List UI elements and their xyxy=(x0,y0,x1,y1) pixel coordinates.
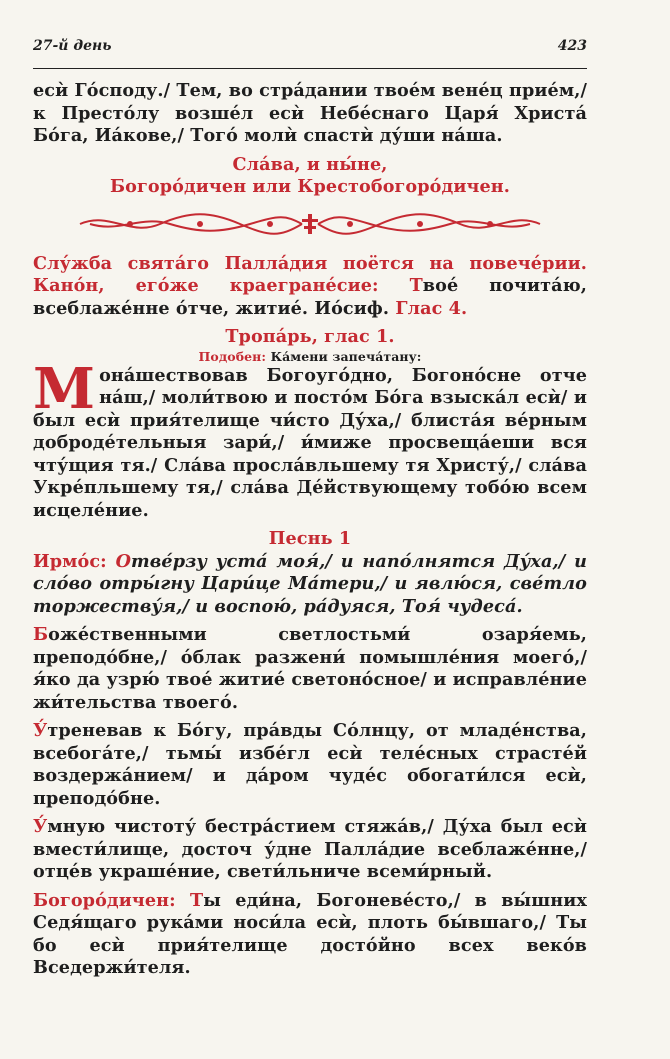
troparion-title: Тропа́рь, глас 1. xyxy=(225,326,395,347)
page-number: 423 xyxy=(557,38,587,54)
acrostic-initial: Т xyxy=(409,275,423,296)
intro-paragraph: есѝ Го́споду./ Тем, во стра́дании твое́м вене́ц прие́м,/ к Престо́лу возше́л есѝ Небе́снаго Царя́ Христа́ Бо́га, Иа́кове,/ Того́ молѝ спастѝ ду́ши на́ша. xyxy=(33,80,587,146)
page-body xyxy=(33,80,587,986)
day-label: 27-й день xyxy=(33,38,112,54)
ornament-icon xyxy=(70,211,550,237)
ode-title: Песнь 1 xyxy=(268,528,352,549)
troparion-2: У́треневав к Бо́гу, пра́вды Со́лнцу, от младе́нства, всебога́те,/ тьмы́ избе́гл есѝ теле́сных страсте́й воздержа́нием/ и да́ром чуде́с обогати́лся есѝ, преподо́бне. xyxy=(33,720,587,809)
running-header xyxy=(33,38,587,60)
theotokion: Богоро́дичен: Ты еди́на, Богоневе́сто,/ в вы́шних Седя́щаго рука́ми носи́ла есѝ, плоть бы́вшаго,/ Ты бо есѝ прия́телище досто́йно всех веко́в Вседержи́теля. xyxy=(33,889,587,978)
glory-line-2: Богоро́дичен или Крестобогоро́дичен. xyxy=(110,176,510,197)
ornament-divider xyxy=(33,203,587,245)
irmos: Ирмо́с: Отве́рзу уста́ моя́,/ и напо́лнятся Ду́ха,/ и сло́во отры́гну Цари́це Ма́тери,/ и явлю́ся, све́тло торжеству́я,/ и воспою́, ра́дуяся, Тоя́ чудеса́. xyxy=(33,550,587,617)
drop-cap: М xyxy=(33,355,96,422)
glory-line-1: Сла́ва, и ны́не, xyxy=(232,153,388,175)
troparion-1: Боже́ственными светлостьми́ озаря́емь, преподо́бне,/ о́блак разжени́ помышле́ния моего́,/ я́ко да узрю́ твое́ житие́ светоно́сное/ и исправле́ние жи́тельства твоего́. xyxy=(33,624,587,713)
troparion-text: Мона́шествовав Богоуго́дно, Богоно́сне отче на́ш,/ моли́твою и посто́м Бо́га взыска́л есѝ/ и был есѝ прия́телище чи́сто Ду́ха,/ блиста́я ве́рным доброде́тельныя зари́,/ и́миже просвеща́еши вся чту́щия тя./ Сла́ва просла́вльшему тя Христу́,/ сла́ва Укре́пльшему тя,/ сла́ва Де́йствующему тобо́ю всем исцеле́ние. xyxy=(33,355,587,521)
header-rule xyxy=(33,68,587,69)
troparion-3: У́мную чистоту́ бестра́стием стяжа́в,/ Ду́ха был есѝ вмести́лище, досточ у́дне Палла́дие всеблаже́нне,/ отце́в украше́ние, свети́льниче всеми́рный. xyxy=(33,816,587,882)
podoben-line: Подобен: Ка́мени запеча́тану: xyxy=(198,348,422,364)
service-title: Слу́жба свята́го Палла́дия поётся на повече́рии. Кано́н, его́же краегране́сие: Твое́ почита́ю, всеблаже́нне о́тче, житие́. Ио́сиф. Глас 4. xyxy=(33,252,587,319)
